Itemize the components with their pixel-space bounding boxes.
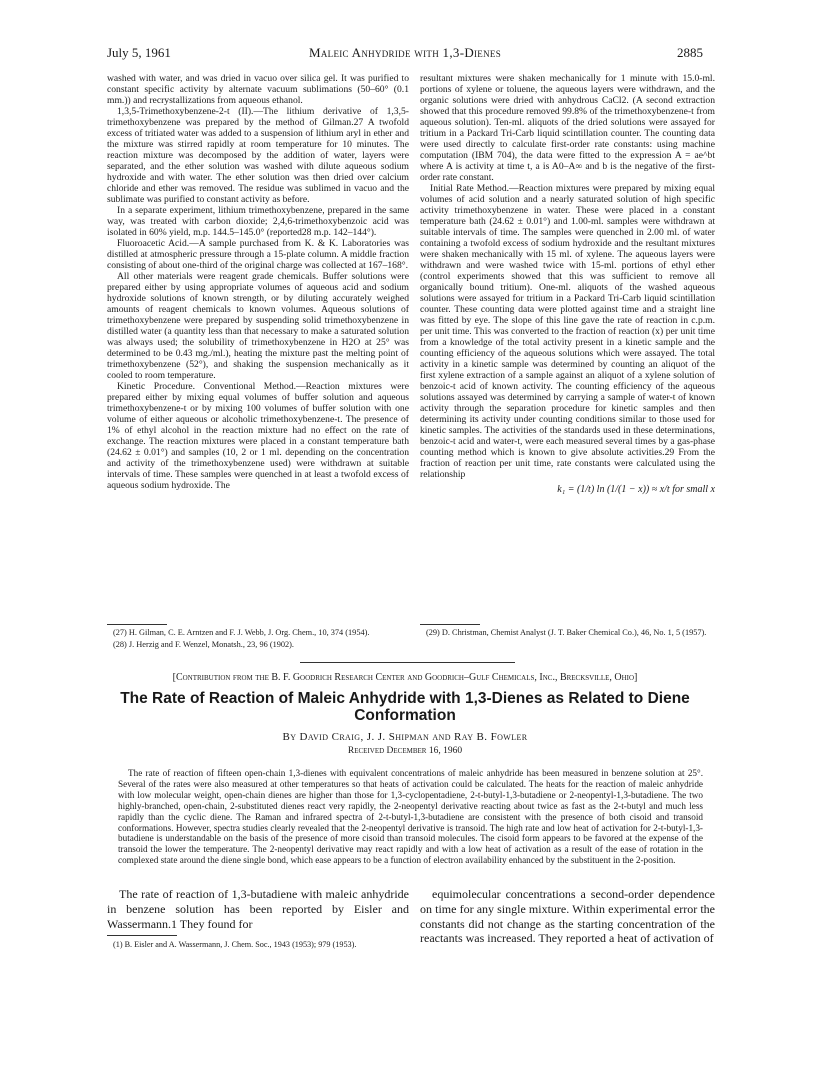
paragraph: Fluoroacetic Acid.—A sample purchased from K. & K. Laboratories was distilled at atmospheric pressure through a 15-plate column. A middle fraction consisting of about one-third of the original charge was collected at 167–168°.: [107, 238, 409, 271]
paragraph: Kinetic Procedure. Conventional Method.—Reaction mixtures were prepared either by mixing equal volumes of buffer solution and aqueous trimethoxybenzene-t or by mixing 100 volumes of buffer solution with one volume of either aqueous or alcoholic trimethoxybenzene-t. The presence of 1% of ethyl alcohol in the reaction mixture had no effect on the rate of exchange. The reaction mixtures were placed in a constant temperature bath (24.62 ± 0.01°) and samples (10, 2 or 1 ml. depending on the concentration and activity of the trimethoxybenzene used) were withdrawn at suitable intervals of time. These samples were quenched in at least a twofold excess of aqueous sodium hydroxide. The: [107, 381, 409, 491]
contribution-line: [Contribution from the B. F. Goodrich Research Center and Goodrich–Gulf Chemicals, Inc., Brecksville, Ohio]: [172, 672, 638, 683]
footnote: (29) D. Christman, Chemist Analyst (J. T. Baker Chemical Co.), 46, No. 1, 5 (1957).: [426, 628, 707, 637]
footnote-rule: [107, 935, 177, 936]
right-column: [420, 73, 715, 501]
paragraph: equimolecular concentrations a second-order dependence on time for any single mixture. Within experimental error the constants did not change as the starting concentration of the reactants was increased. They reported a heat of activation of: [420, 887, 715, 946]
footnote: (1) B. Eisler and A. Wassermann, J. Chem. Soc., 1943 (1953); 979 (1953).: [113, 940, 357, 949]
paragraph: In a separate experiment, lithium trimethoxybenzene, prepared in the same way, was treated with carbon dioxide; 2,4,6-trimethoxybenzoic acid was isolated in 60% yield, m.p. 144.5–145.0° (reported28 m.p. 142–144°).: [107, 205, 409, 238]
footnote: (27) H. Gilman, C. E. Arntzen and F. J. Webb, J. Org. Chem., 10, 374 (1954).: [113, 628, 370, 637]
footnote-rule: [107, 624, 167, 625]
article-body-left: [107, 887, 409, 931]
header-date: July 5, 1961: [107, 45, 171, 60]
article-body-right: [420, 887, 715, 946]
article-footnote: [107, 940, 409, 950]
header-page-number: 2885: [677, 45, 703, 60]
footnotes-right: [420, 628, 715, 640]
paragraph: resultant mixtures were shaken mechanically for 1 minute with 15.0-ml. portions of xylene or toluene, the aqueous layers were withdrawn, and the organic solutions were dried with anhydrous CaCl2. (A second extraction showed that this procedure removed 99.8% of the trimethoxybenzene-t from aqueous solution). Ten-ml. aliquots of the dried solutions were assayed for tritium in a Packard Tri-Carb liquid scintillation counter. The counting data were used directly to calculate first-order rate constants: using machine computation (IBM 704), the data were fitted to the expression A = ae^bt where A is activity at time t, a is A0–A∞ and b is the negative of the first-order rate constant.: [420, 73, 715, 183]
authors: By David Craig, J. J. Shipman and Ray B. Fowler: [282, 731, 528, 743]
paragraph: The rate of reaction of 1,3-butadiene with maleic anhydride in benzene solution has been reported by Eisler and Wassermann.1 They found for: [107, 887, 409, 931]
footnote: (28) J. Herzig and F. Wenzel, Monatsh., 23, 96 (1902).: [113, 639, 295, 649]
article-title: The Rate of Reaction of Maleic Anhydride with 1,3-Dienes as Related to Diene Conformation: [120, 690, 690, 724]
received-date: Received December 16, 1960: [347, 746, 463, 756]
section-divider: [300, 662, 515, 663]
rate-equation: k₁ = (1/t) ln (1/(1 − x)) ≈ x/t for small x: [557, 484, 715, 495]
header-running-title: Maleic Anhydride with 1,3-Dienes: [308, 45, 502, 60]
left-column: [107, 73, 409, 491]
paragraph: 1,3,5-Trimethoxybenzene-2-t (II).—The lithium derivative of 1,3,5-trimethoxybenzene was prepared by the method of Gilman.27 A twofold excess of tritiated water was added to a suspension of lithium aryl in ether and the mixture was stirred rapidly at room temperature for 10 minutes. The reaction mixture was decomposed by the addition of water, layers were separated, and the ether solution was washed with dilute aqueous sodium hydroxide and with water. The ether solution was then dried over calcium chloride and ether was removed. The residue was sublimed in vacuo and the sublimate was purified to constant activity as before.: [107, 106, 409, 205]
footnote-rule: [420, 624, 480, 625]
running-header: [107, 45, 703, 61]
paragraph: Initial Rate Method.—Reaction mixtures were prepared by mixing equal volumes of acid solution and a nearly saturated solution of high specific activity trimethoxybenzene in water. These were placed in a constant temperature bath (24.62 ± 0.01°) and 1.00-ml. samples were withdrawn at suitable intervals of time. The samples were quenched in 2.00 ml. of water containing a twofold excess of sodium hydroxide and the resultant mixtures were shaken mechanically with 15 ml. of xylene. The aqueous layers were withdrawn and were washed twice with 15-ml. portions of ethyl ether (control experiments showed that this was sufficient to remove all organically bound tritium). One-ml. aliquots of the washed aqueous solutions were assayed for tritium in a Packard Tri-Carb liquid scintillation counter. These counting data were plotted against time and a straight line was fitted by eye. The slope of this line gave the rate of reaction in c.p.m. per unit time. This was converted to the fraction of reaction (x) per unit time from a knowledge of the total activity present in a kinetic sample and the counting efficiency of the aqueous solutions which were assayed. The total activity in a kinetic sample was determined by counting an aliquot of the first xylene extraction of a sample against an aliquot of a xylene solution of benzoic-t acid of known activity. The counting efficiency of the aqueous solutions assayed was determined by carrying a sample of water-t of known activity through the separation procedure for kinetic samples and then determining its activity under counting conditions similar to those used for kinetic samples. The activities of the standards used in these determinations, benzoic-t acid and water-t, were each measured several times by a gas-phase counting method which is known to give absolute activities.29 From the fraction of reaction per unit time, rate constants were calculated using the relationship: [420, 183, 715, 480]
abstract-text: The rate of reaction of fifteen open-chain 1,3-dienes with equivalent concentrations of maleic anhydride has been measured in benzene solution at 25°. Several of the rates were also measured at other temperatures so that heats of activation could be calculated. The heats for the reaction of maleic anhydride with low molecular weight, open-chain dienes are higher than those for 1,3-cyclopentadiene, 2-t-butyl-1,3-butadiene or 2-neopentyl-1,3-butadiene. The two highly-branched, open-chain, 2-substituted dienes react very rapidly, the 2-neopentyl derivative reacting about twice as fast as the 2-t-butyl and much less rapidly than the cyclic diene. The Raman and infrared spectra of 2-t-butyl-1,3-butadiene are consistent with the presence of both cisoid and transoid conformations. However, spectra studies clearly revealed that the 2-neopentyl derivative is transoid. The high rate and low heat of activation for 2-t-butyl-1,3-butadiene is understandable on the basis of the presence of more cisoid than transoid molecules. The cisoid form appears to be favored at the expense of the transoid the lower the temperature. The 2-neopentyl derivative may react rapidly and with a low heat of activation as a result of the ease of rotation in the complexed state around the diene single bond, which ease appears to be a function of electron availability enhanced by the substituent in the 2-position.: [118, 768, 703, 866]
abstract: [118, 768, 703, 866]
paragraph: washed with water, and was dried in vacuo over silica gel. It was purified to constant specific activity by alternate vacuum sublimations (50–60° (0.1 mm.)) and recrystallizations from aqueous ethanol.: [107, 73, 409, 106]
paragraph: All other materials were reagent grade chemicals. Buffer solutions were prepared either by using appropriate volumes of aqueous acid and sodium hydroxide solutions of known strength, or by diluting accurately weighed amounts of reagent chemicals to known volumes. Aqueous solutions of trimethoxybenzene were prepared by suspending solid trimethoxybenzene in distilled water (a quantity less than that necessary to make a saturated solution was always used; the solubility of trimethoxybenzene in H2O at 25° was determined to be 0.43 mg./ml.), heating the mixture past the melting point of trimethoxybenzene (52°), and shaking the suspension mechanically as it cooled to room temperature.: [107, 271, 409, 381]
footnotes-left: [107, 628, 409, 651]
